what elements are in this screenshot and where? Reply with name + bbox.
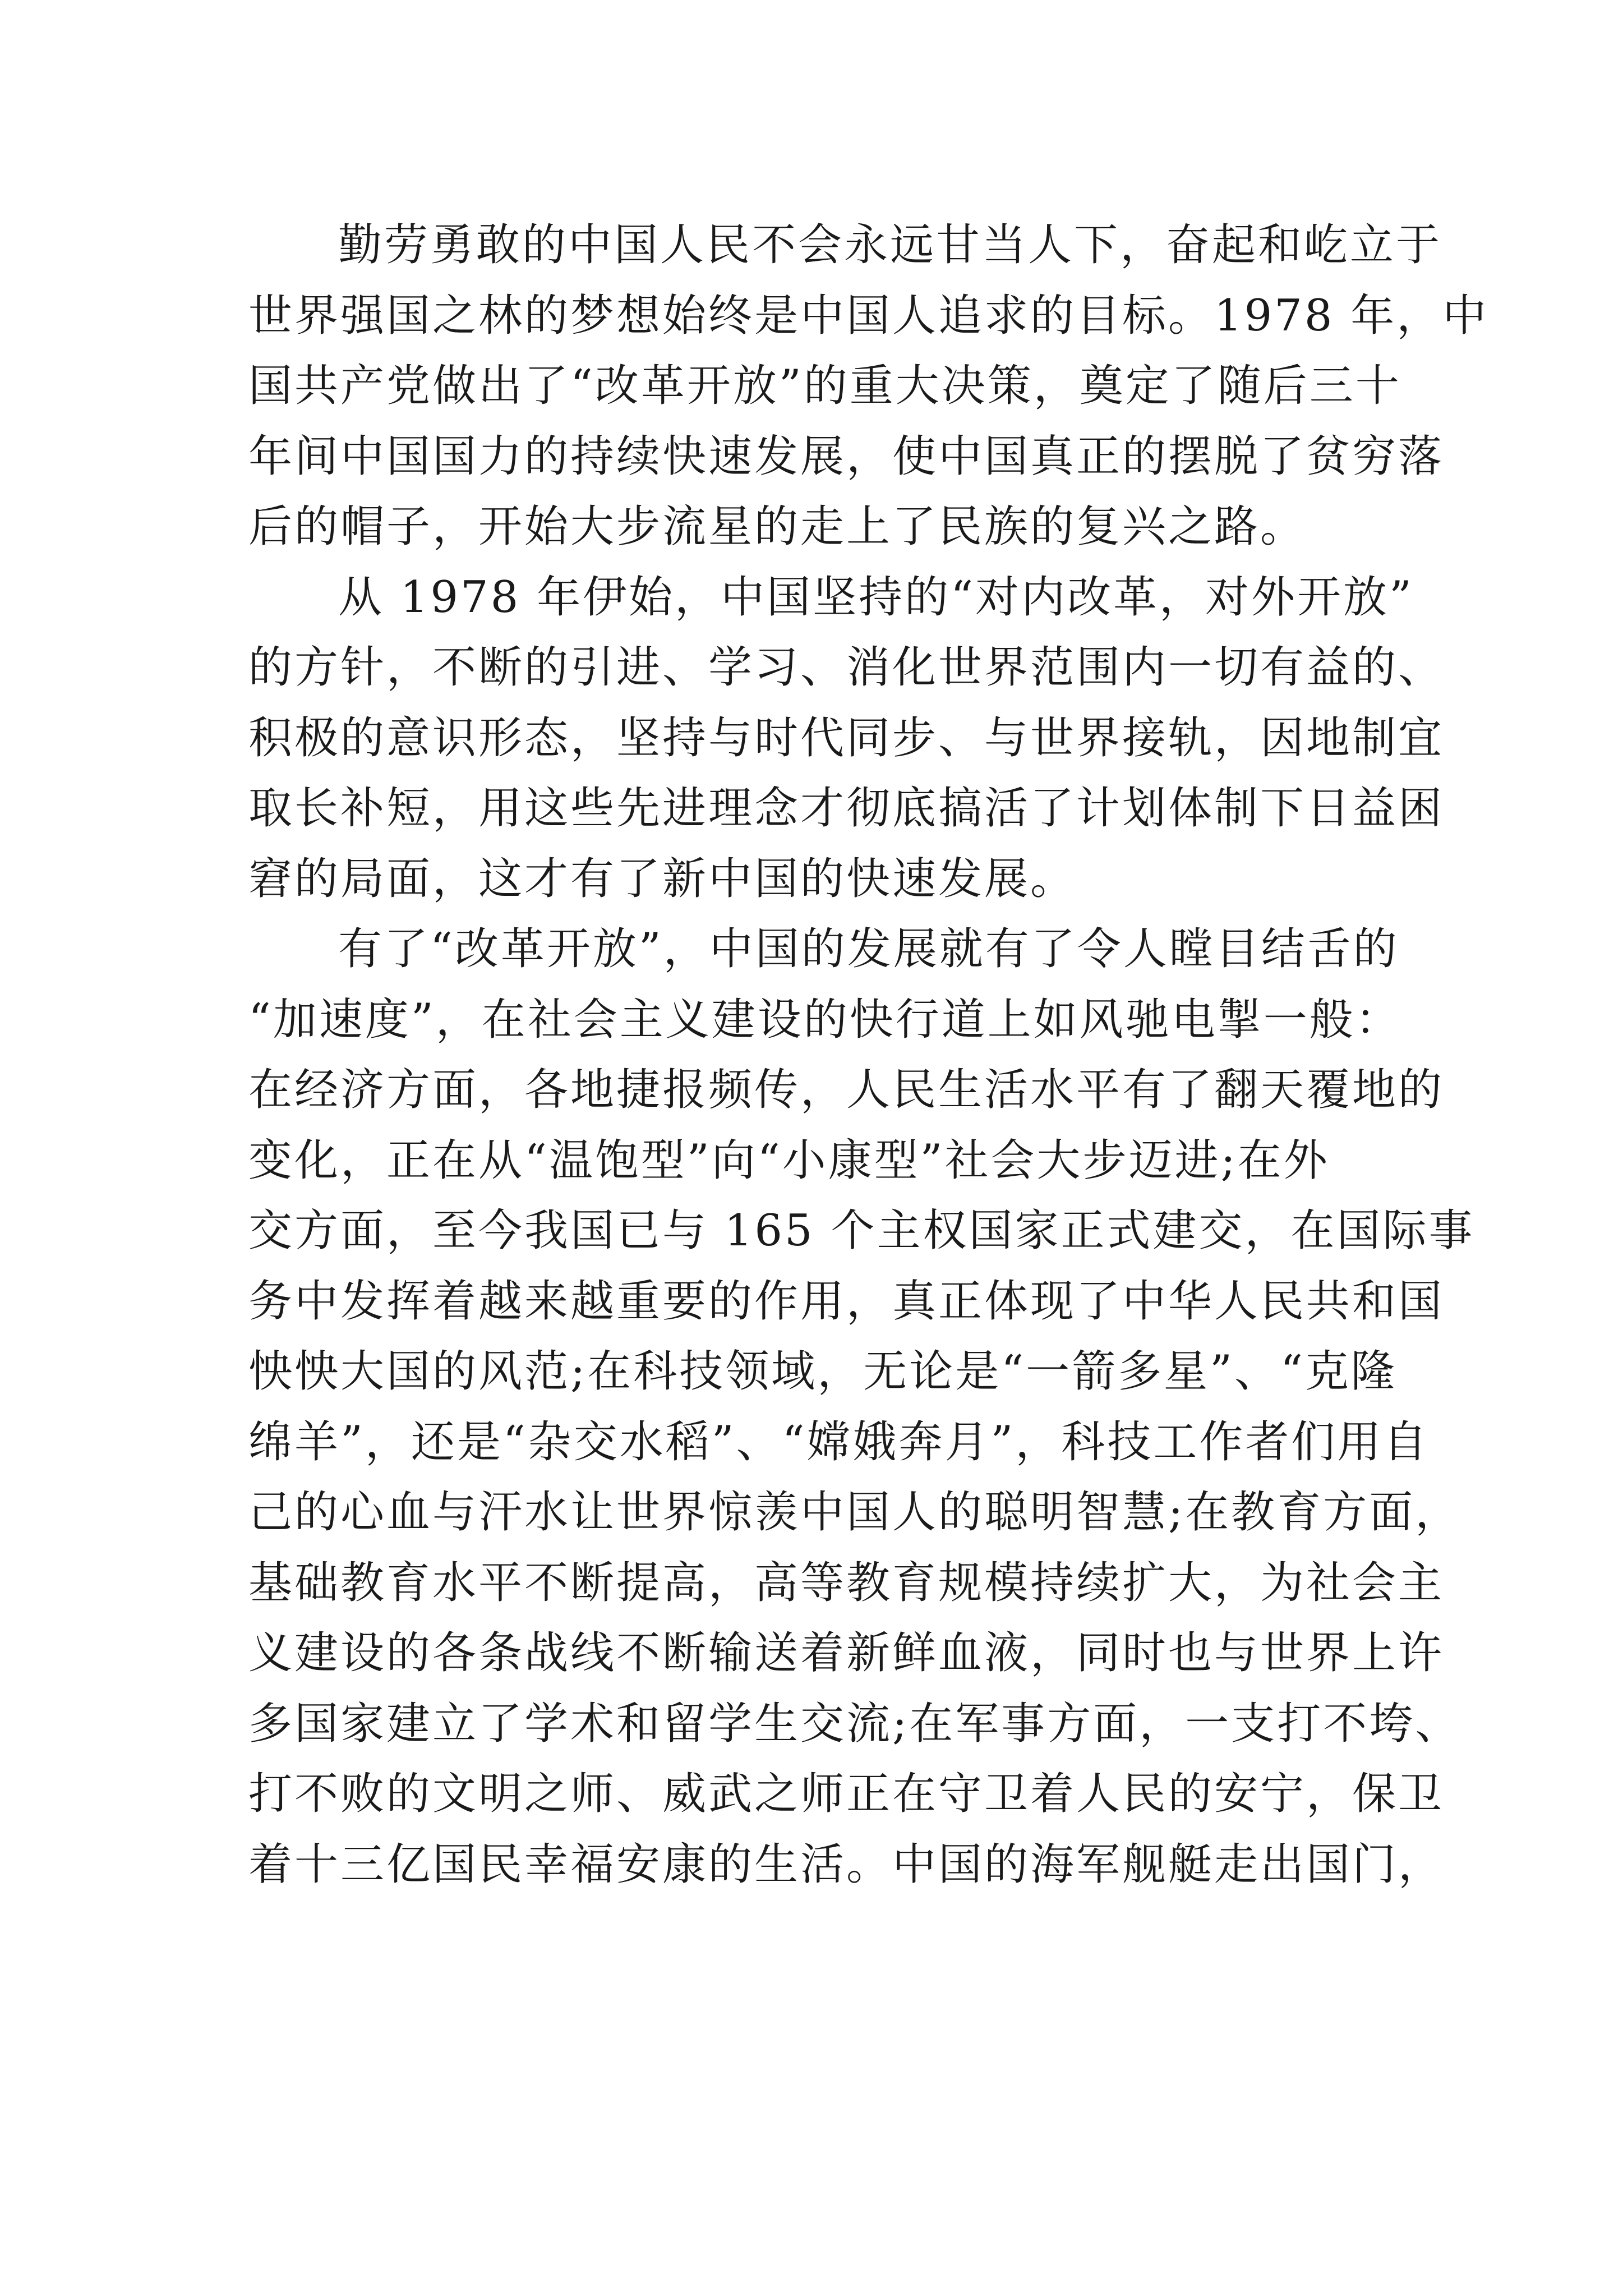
- paragraph-2-line-5: 窘的局面，这才有了新中国的快速发展。: [248, 853, 1077, 904]
- paragraph-3-line-6: 务中发挥着越来越重要的作用，真正体现了中华人民共和国: [248, 1276, 1445, 1327]
- paragraph-3-line-8: 绵羊”，还是“杂交水稻”、“嫦娥奔月”，科技工作者们用自: [248, 1416, 1430, 1467]
- paragraph-3-line-10: 基础教育水平不断提高，高等教育规模持续扩大，为社会主: [248, 1557, 1445, 1608]
- paragraph-2-line-4: 取长补短，用这些先进理念才彻底搞活了计划体制下日益困: [248, 783, 1445, 834]
- paragraph-3-line-11: 义建设的各条战线不断输送着新鲜血液，同时也与世界上许: [248, 1628, 1445, 1678]
- paragraph-3-line-5: 交方面，至今我国已与 165 个主权国家正式建交，在国际事: [248, 1205, 1475, 1256]
- paragraph-1-line-1: 勤劳勇敢的中国人民不会永远甘当人下，奋起和屹立于: [338, 220, 1442, 270]
- paragraph-3-line-13: 打不败的文明之师、威武之师正在守卫着人民的安宁，保卫: [248, 1769, 1445, 1819]
- body-text: [248, 210, 1489, 1900]
- paragraph-1-line-5: 后的帽子，开始大步流星的走上了民族的复兴之路。: [248, 501, 1307, 552]
- paragraph-1-line-4: 年间中国国力的持续快速发展，使中国真正的摆脱了贫穷落: [248, 431, 1445, 482]
- paragraph-3-line-12: 多国家建立了学术和留学生交流;在军事方面，一支打不垮、: [248, 1698, 1461, 1749]
- paragraph-3-line-14: 着十三亿国民幸福安康的生活。中国的海军舰艇走出国门，: [248, 1839, 1445, 1890]
- paragraph-3-line-2: “加速度”，在社会主义建设的快行道上如风驰电掣一般：: [248, 994, 1401, 1045]
- paragraph-3-line-7: 怏怏大国的风范;在科技领域，无论是“一箭多星”、“克隆: [248, 1346, 1397, 1397]
- paragraph-1-line-2: 世界强国之林的梦想始终是中国人追求的目标。1978 年，中: [248, 290, 1489, 341]
- paragraph-3-line-9: 己的心血与汗水让世界惊羡中国人的聪明智慧;在教育方面，: [248, 1487, 1461, 1538]
- paragraph-3-line-3: 在经济方面，各地捷报频传，人民生活水平有了翻天覆地的: [248, 1065, 1445, 1115]
- paragraph-2-line-3: 积极的意识形态，坚持与时代同步、与世界接轨，因地制宜: [248, 712, 1445, 763]
- paragraph-3-line-1: 有了“改革开放”，中国的发展就有了令人瞠目结舌的: [338, 924, 1399, 974]
- paragraph-2-line-2: 的方针，不断的引进、学习、消化世界范围内一切有益的、: [248, 642, 1445, 693]
- paragraph-2-line-1: 从 1978 年伊始，中国坚持的“对内改革，对外开放”: [338, 572, 1414, 623]
- paragraph-3-line-4: 变化，正在从“温饱型”向“小康型”社会大步迈进;在外: [248, 1135, 1330, 1186]
- paragraph-1-line-3: 国共产党做出了“改革开放”的重大决策，奠定了随后三十: [248, 361, 1401, 411]
